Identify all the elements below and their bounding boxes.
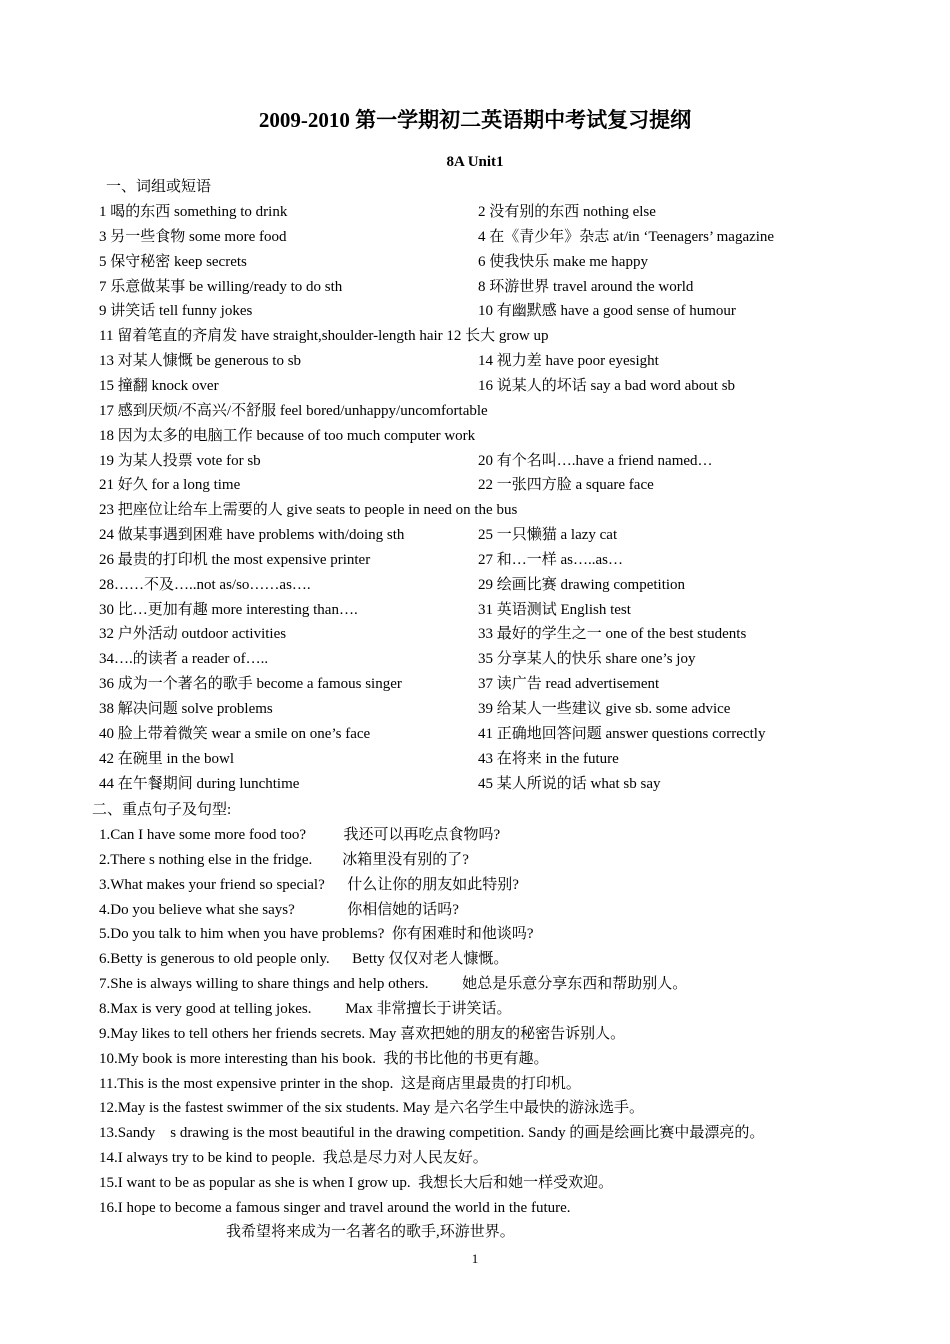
phrase-left: 7 乐意做某事 be willing/ready to do sth (99, 279, 343, 295)
phrase-left: 28……不及…..not as/so……as…. (99, 577, 311, 593)
phrase-left: 30 比…更加有趣 more interesting than…. (99, 602, 358, 618)
phrase-left: 44 在午餐期间 during lunchtime (99, 776, 300, 792)
key-sentence: 6.Betty is generous to old people only. Betty 仅仅对老人慷慨。 (99, 951, 509, 967)
phrase-right: 39 给某人一些建议 give sb. some advice (478, 701, 731, 717)
key-sentence: 10.My book is more interesting than his book. 我的书比他的书更有趣。 (99, 1051, 549, 1067)
phrase-left: 3 另一些食物 some more food (99, 229, 287, 245)
key-sentence: 13.Sandy s drawing is the most beautiful in the drawing competition. Sandy 的画是绘画比赛中最漂亮的。 (99, 1125, 765, 1141)
phrase-right: 43 在将来 in the future (478, 751, 619, 767)
key-sentence: 5.Do you talk to him when you have problems? 你有困难时和他谈吗? (99, 926, 534, 942)
key-sentence: 9.May likes to tell others her friends secrets. May 喜欢把她的朋友的秘密告诉别人。 (99, 1026, 626, 1042)
phrase-right: 20 有个名叫….have a friend named… (478, 453, 713, 469)
phrase-left: 9 讲笑话 tell funny jokes (99, 303, 253, 319)
phrase-left: 13 对某人慷慨 be generous to sb (99, 353, 302, 369)
document-title: 2009-2010 第一学期初二英语期中考试复习提纲 (258, 108, 692, 132)
phrase-right: 10 有幽默感 have a good sense of humour (478, 303, 736, 319)
phrase-left: 1 喝的东西 something to drink (99, 204, 288, 220)
phrase-left: 21 好久 for a long time (99, 477, 241, 493)
phrase-row-full: 11 留着笔直的齐肩发 have straight,shoulder-length hair 12 长大 grow up (99, 328, 549, 344)
phrase-row-full: 17 感到厌烦/不高兴/不舒服 feel bored/unhappy/uncomfortable (99, 403, 488, 419)
phrase-left: 24 做某事遇到困难 have problems with/doing sth (99, 527, 405, 543)
phrase-right: 33 最好的学生之一 one of the best students (478, 626, 747, 642)
phrase-right: 6 使我快乐 make me happy (478, 254, 648, 270)
phrase-row-full: 18 因为太多的电脑工作 because of too much computer work (99, 428, 476, 444)
unit-subtitle: 8A Unit1 (446, 154, 504, 170)
phrase-right: 31 英语测试 English test (478, 602, 631, 618)
phrase-left: 34….的读者 a reader of….. (99, 651, 269, 667)
phrase-right: 14 视力差 have poor eyesight (478, 353, 659, 369)
phrase-right: 22 一张四方脸 a square face (478, 477, 654, 493)
phrase-left: 26 最贵的打印机 the most expensive printer (99, 552, 371, 568)
phrase-right: 4 在《青少年》杂志 at/in ‘Teenagers’ magazine (478, 229, 775, 245)
key-sentence: 8.Max is very good at telling jokes. Max 非常擅长于讲笑话。 (99, 1001, 512, 1017)
key-sentence: 1.Can I have some more food too? 我还可以再吃点食物吗? (99, 827, 501, 843)
phrase-right: 37 读广告 read advertisement (478, 676, 660, 692)
sentence-16-translation: 我希望将来成为一名著名的歌手,环游世界。 (226, 1224, 515, 1240)
phrase-left: 5 保守秘密 keep secrets (99, 254, 247, 270)
key-sentence: 3.What makes your friend so special? 什么让你的朋友如此特别? (99, 877, 519, 893)
key-sentence: 4.Do you believe what she says? 你相信她的话吗? (99, 902, 459, 918)
phrase-right: 41 正确地回答问题 answer questions correctly (478, 726, 766, 742)
phrase-left: 36 成为一个著名的歌手 become a famous singer (99, 676, 402, 692)
key-sentence: 15.I want to be as popular as she is when I grow up. 我想长大后和她一样受欢迎。 (99, 1175, 614, 1191)
key-sentence: 2.There s nothing else in the fridge. 冰箱里没有别的了? (99, 852, 469, 868)
phrase-right: 27 和…一样 as…..as… (478, 552, 623, 568)
phrase-left: 19 为某人投票 vote for sb (99, 453, 261, 469)
key-sentence: 14.I always try to be kind to people. 我总是尽力对人民友好。 (99, 1150, 488, 1166)
phrase-right: 16 说某人的坏话 say a bad word about sb (478, 378, 736, 394)
phrase-left: 40 脸上带着微笑 wear a smile on one’s face (99, 726, 371, 742)
phrase-right: 25 一只懒猫 a lazy cat (478, 527, 618, 543)
phrase-right: 35 分享某人的快乐 share one’s joy (478, 651, 696, 667)
phrase-right: 29 绘画比赛 drawing competition (478, 577, 686, 593)
phrase-left: 42 在碗里 in the bowl (99, 751, 234, 767)
key-sentence: 16.I hope to become a famous singer and travel around the world in the future. (99, 1200, 571, 1216)
key-sentence: 7.She is always willing to share things and help others. 她总是乐意分享东西和帮助别人。 (99, 976, 688, 992)
phrase-left: 15 撞翻 knock over (99, 378, 219, 394)
phrase-left: 32 户外活动 outdoor activities (99, 626, 287, 642)
phrase-right: 2 没有别的东西 nothing else (478, 204, 656, 220)
phrase-left: 38 解决问题 solve problems (99, 701, 273, 717)
section-1-heading: 一、词组或短语 (106, 179, 212, 195)
key-sentence: 12.May is the fastest swimmer of the six students. May 是六名学生中最快的游泳选手。 (99, 1100, 644, 1116)
section-2-heading: 二、重点句子及句型: (92, 802, 232, 818)
page-number: 1 (471, 1251, 479, 1266)
phrase-right: 8 环游世界 travel around the world (478, 279, 694, 295)
phrase-right: 45 某人所说的话 what sb say (478, 776, 661, 792)
key-sentence: 11.This is the most expensive printer in the shop. 这是商店里最贵的打印机。 (99, 1076, 581, 1092)
phrase-row-full: 23 把座位让给车上需要的人 give seats to people in need on the bus (99, 502, 518, 518)
